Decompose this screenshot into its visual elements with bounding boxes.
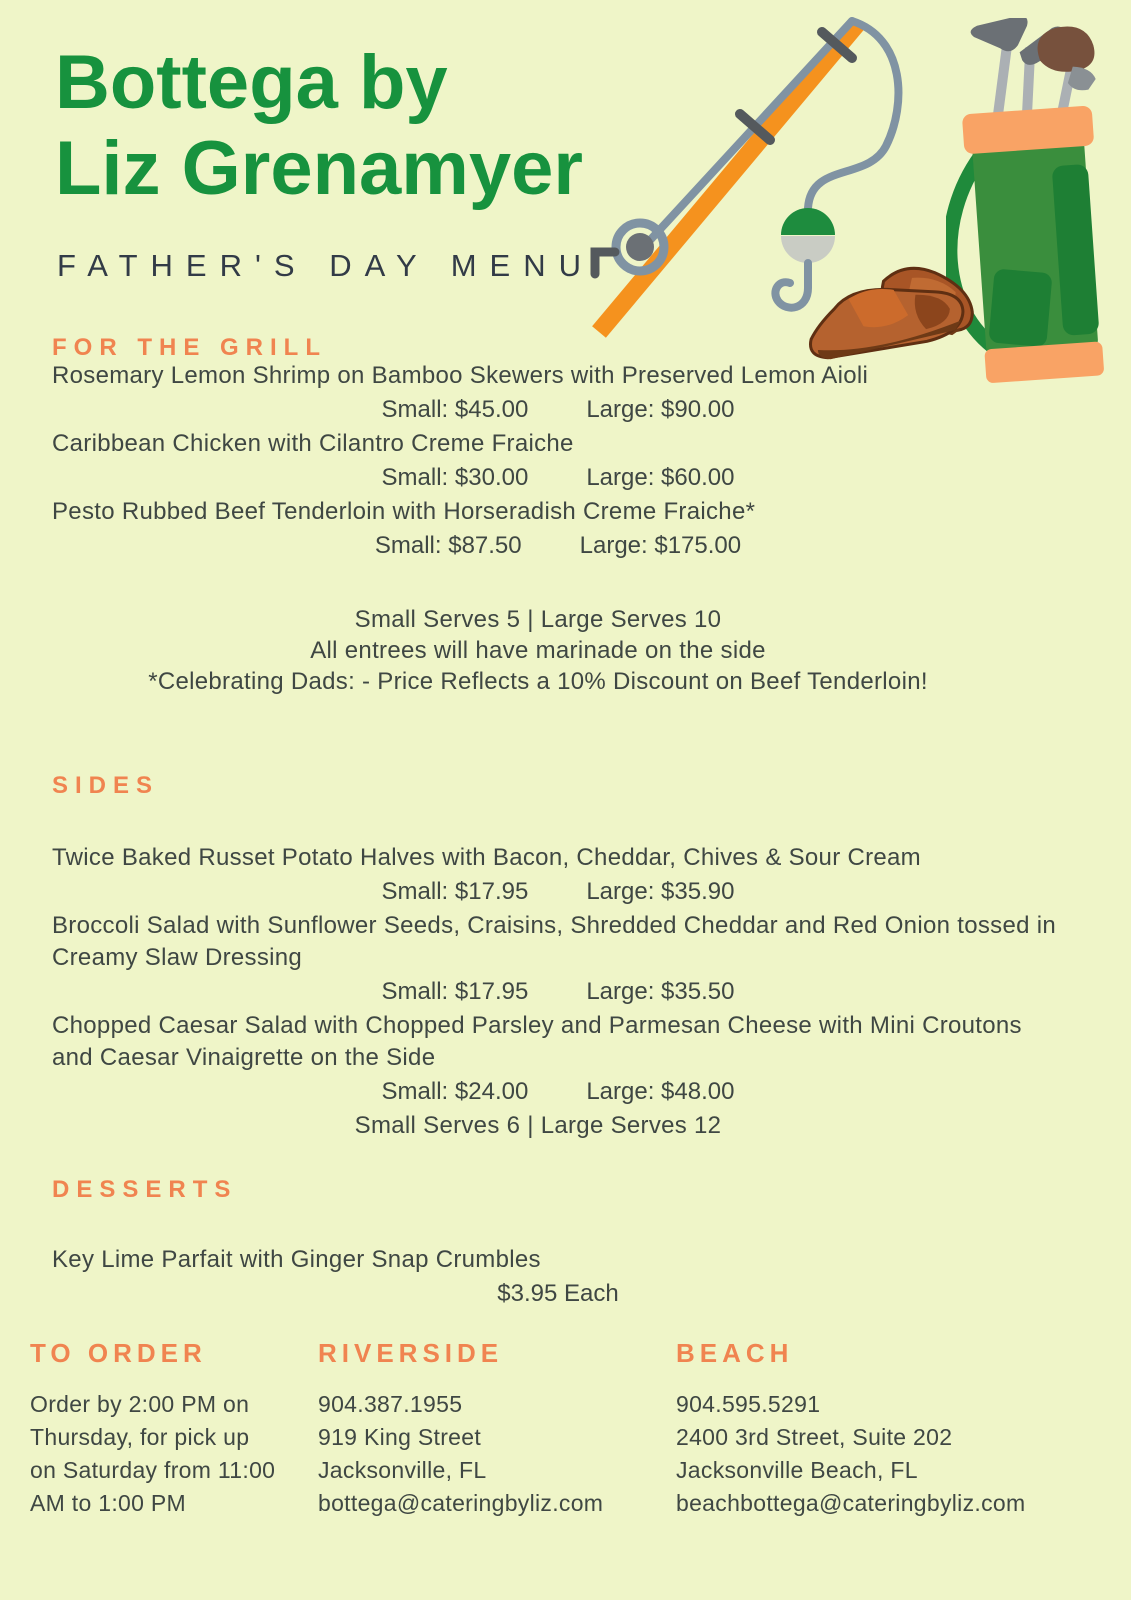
price-large: Large: $175.00: [579, 532, 742, 559]
menu-item: [52, 910, 1064, 1008]
footer-heading-beach: BEACH: [676, 1338, 794, 1368]
menu-item-name: Twice Baked Russet Potato Halves with Bacon, Cheddar, Chives & Sour Cream: [52, 844, 921, 871]
note-line: *Celebrating Dads: - Price Reflects a 10% Discount on Beef Tenderloin!: [148, 668, 928, 695]
footer-email-beach: beachbottega@cateringbyliz.com: [676, 1490, 1026, 1516]
price-small: Small: $45.00: [381, 396, 529, 423]
menu-item-prices: [52, 462, 1064, 494]
section-sides: [52, 774, 1064, 1110]
price-small: Small: $17.95: [381, 878, 529, 905]
footer-phone-riverside: 904.387.1955: [318, 1391, 463, 1417]
menu-item: [52, 1010, 1064, 1108]
price-large: Large: $35.90: [586, 878, 735, 905]
grill-notes: [52, 604, 1024, 697]
footer-line: AM to 1:00 PM: [30, 1490, 187, 1516]
price-small: Small: $30.00: [381, 464, 529, 491]
menu-item-prices: [52, 1278, 1064, 1310]
menu-item: [52, 428, 1064, 494]
price-large: Large: $60.00: [586, 464, 735, 491]
menu-item: [52, 1244, 1064, 1310]
note-line: Small Serves 5 | Large Serves 10: [354, 606, 722, 633]
section-heading-desserts: DESSERTS: [52, 1176, 238, 1203]
menu-item: [52, 496, 1064, 562]
footer: [30, 1340, 1115, 1520]
price-large: Large: $90.00: [586, 396, 735, 423]
menu-item-name: Chopped Caesar Salad with Chopped Parsley and Parmesan Cheese with Mini Croutons and Caesar Vinaigrette on the Side: [52, 1012, 1022, 1071]
brand-title: [55, 40, 583, 212]
menu-item-name: Key Lime Parfait with Ginger Snap Crumbles: [52, 1246, 541, 1273]
menu-item-prices: [52, 530, 1064, 562]
price-each: $3.95 Each: [497, 1280, 619, 1307]
footer-city-beach: Jacksonville Beach, FL: [676, 1457, 918, 1483]
footer-line: Order by 2:00 PM on: [30, 1391, 250, 1417]
footer-address-riverside: 919 King Street: [318, 1424, 482, 1450]
price-large: Large: $48.00: [586, 1078, 735, 1105]
brand-title-line1: Bottega by: [55, 40, 448, 125]
menu-item: [52, 842, 1064, 908]
price-small: Small: $87.50: [374, 532, 522, 559]
footer-to-order: [30, 1340, 318, 1520]
note-line: All entrees will have marinade on the side: [310, 637, 766, 664]
footer-heading-riverside: RIVERSIDE: [318, 1338, 504, 1368]
menu-item: [52, 360, 1064, 426]
menu-item-name: Pesto Rubbed Beef Tenderloin with Horseradish Creme Fraiche*: [52, 498, 756, 525]
section-for-the-grill: [52, 336, 1064, 564]
price-large: Large: $35.50: [586, 978, 735, 1005]
menu-item-prices: [52, 394, 1064, 426]
menu-item-name: Broccoli Salad with Sunflower Seeds, Craisins, Shredded Cheddar and Red Onion tossed in Creamy Slaw Dressing: [52, 912, 1056, 971]
note-line: Small Serves 6 | Large Serves 12: [354, 1112, 722, 1139]
price-small: Small: $24.00: [381, 1078, 529, 1105]
footer-phone-beach: 904.595.5291: [676, 1391, 821, 1417]
section-desserts: [52, 1178, 1064, 1312]
menu-item-prices: [52, 976, 1064, 1008]
menu-item-name: Caribbean Chicken with Cilantro Creme Fraiche: [52, 430, 574, 457]
menu-item-prices: [52, 1076, 1064, 1108]
footer-riverside: [318, 1340, 676, 1520]
menu-item-name: Rosemary Lemon Shrimp on Bamboo Skewers with Preserved Lemon Aioli: [52, 362, 869, 389]
footer-city-riverside: Jacksonville, FL: [318, 1457, 487, 1483]
section-heading-sides: SIDES: [52, 772, 160, 799]
sides-notes: [52, 1110, 1024, 1141]
brand-title-line2: Liz Grenamyer: [55, 125, 583, 211]
footer-beach: [676, 1340, 1115, 1520]
price-small: Small: $17.95: [381, 978, 529, 1005]
footer-line: Thursday, for pick up: [30, 1424, 250, 1450]
menu-subtitle: FATHER'S DAY MENU: [57, 248, 594, 283]
footer-email-riverside: bottega@cateringbyliz.com: [318, 1490, 604, 1516]
footer-line: on Saturday from 11:00: [30, 1457, 276, 1483]
section-heading-grill: FOR THE GRILL: [52, 334, 327, 361]
footer-address-beach: 2400 3rd Street, Suite 202: [676, 1424, 953, 1450]
menu-item-prices: [52, 876, 1064, 908]
footer-heading-to-order: TO ORDER: [30, 1338, 207, 1368]
